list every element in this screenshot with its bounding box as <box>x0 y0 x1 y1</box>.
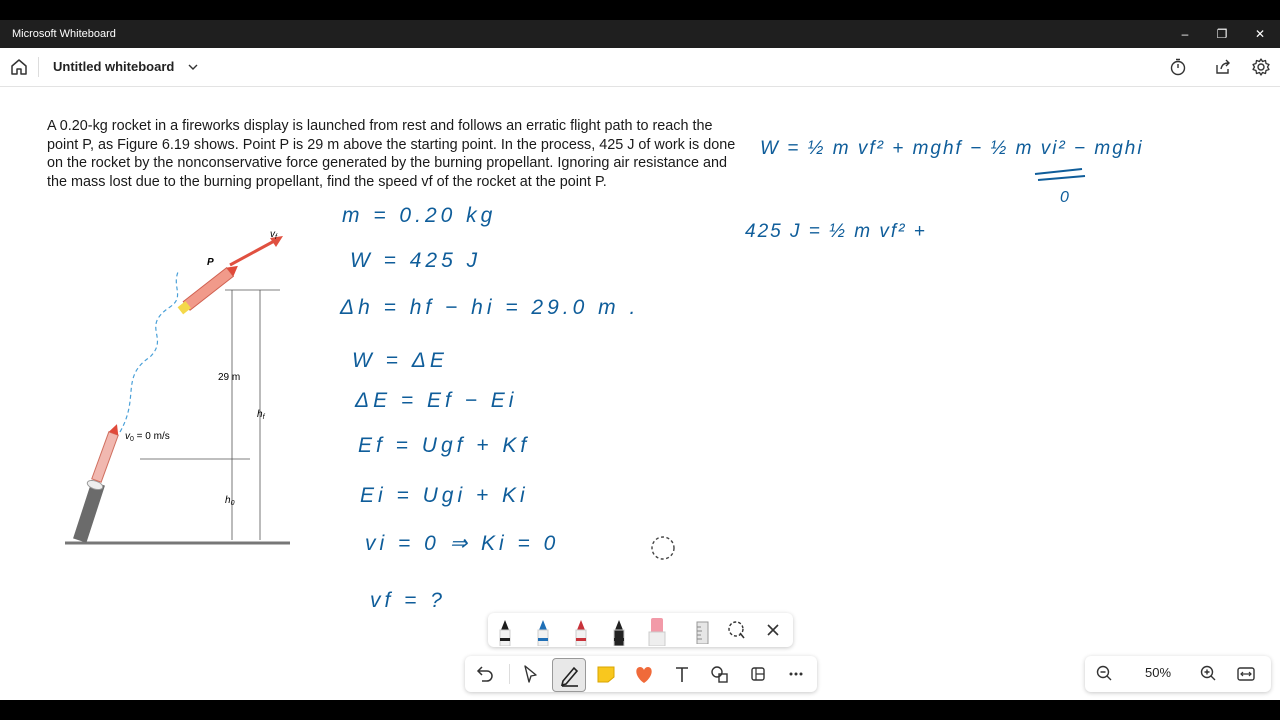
title-bar <box>0 20 1280 48</box>
inking-tool-button[interactable] <box>552 658 586 692</box>
zoom-control <box>1085 656 1271 692</box>
pen-highlighter[interactable] <box>643 614 671 646</box>
minimize-button[interactable]: – <box>1181 27 1189 41</box>
app-bar <box>0 48 1280 87</box>
pen-blue[interactable] <box>529 614 557 646</box>
zoom-out-icon[interactable] <box>1090 660 1118 688</box>
home-icon[interactable] <box>9 57 29 82</box>
handwriting-layer[interactable] <box>330 102 1230 622</box>
vf-label: $v_f$ <box>270 229 277 241</box>
hf-label: $h_f$ <box>257 409 265 421</box>
ruler-icon[interactable] <box>688 616 716 644</box>
divider <box>38 57 39 77</box>
rocket-figure[interactable] <box>60 227 300 552</box>
text-tool-icon[interactable] <box>668 660 696 688</box>
timer-icon[interactable] <box>1168 57 1188 82</box>
close-tray-icon[interactable] <box>759 616 787 644</box>
create-toolbar <box>465 656 817 692</box>
document-title[interactable]: Untitled whiteboard <box>53 59 175 74</box>
29m-label: 29 m <box>218 372 241 383</box>
launch-tube <box>73 479 105 543</box>
more-options-icon[interactable] <box>782 660 810 688</box>
share-icon[interactable] <box>1213 57 1233 82</box>
problem-text[interactable]: A 0.20-kg rocket in a fireworks display is launched from rest and follows an erratic flight path to reach the point P, as Figure 6.19 shows. Point P is 29 m above the starting point. In the process, 425 J of work is done on the rocket by the nonconservative force generated by the burning propellant. Ignoring air resistance and the mass lost due to the burning propellant, find the speed vf of the rocket at the point P. <box>47 118 736 190</box>
pen-tray <box>488 613 793 647</box>
zoom-level[interactable]: 50% <box>1144 665 1172 680</box>
templates-icon[interactable] <box>744 660 772 688</box>
screen-bottom-bar <box>0 700 1280 720</box>
chevron-down-icon[interactable] <box>186 60 200 79</box>
handwritten-line: Ef = Ugf + Kf <box>358 434 531 457</box>
v0-label: $v_0 = 0$ m/s <box>125 431 170 443</box>
settings-icon[interactable] <box>1251 57 1271 82</box>
h0-label: $h_0$ <box>225 495 235 507</box>
handwritten-line: Ei = Ugi + Ki <box>360 484 529 507</box>
flight-path <box>120 272 178 432</box>
shapes-icon[interactable] <box>706 660 734 688</box>
velocity-arrow <box>230 239 278 265</box>
zoom-in-icon[interactable] <box>1194 660 1222 688</box>
lasso-cursor <box>652 537 674 559</box>
handwritten-line: 425 J = ½ m vf² + <box>745 221 927 242</box>
handwritten-line: 0 <box>1060 189 1073 206</box>
restore-button[interactable]: ❐ <box>1216 27 1228 41</box>
handwritten-line: W = ½ m vf² + mghf − ½ m vi² − mghi <box>760 138 1144 159</box>
close-button[interactable]: ✕ <box>1254 27 1266 41</box>
pen-red[interactable] <box>567 614 595 646</box>
pen-icon <box>553 659 585 691</box>
point-p-label: P <box>207 257 214 268</box>
pen-black[interactable] <box>491 614 519 646</box>
sticky-note-icon[interactable] <box>592 660 620 688</box>
fit-to-screen-icon[interactable] <box>1232 660 1260 688</box>
undo-icon[interactable] <box>470 660 498 688</box>
reactions-heart-icon[interactable] <box>630 660 658 688</box>
handwritten-line: m = 0.20 kg <box>342 204 497 227</box>
handwritten-line: vf = ? <box>370 589 446 612</box>
pen-black-marker[interactable] <box>605 614 633 646</box>
rocket-start <box>92 422 122 482</box>
handwritten-line: Δh = hf − hi = 29.0 m . <box>340 296 640 319</box>
app-title: Microsoft Whiteboard <box>12 28 116 40</box>
lasso-select-icon[interactable] <box>722 616 750 644</box>
handwritten-line: W = 425 J <box>350 249 482 272</box>
handwritten-line: W = ΔE <box>352 349 448 372</box>
handwritten-line: vi = 0 ⇒ Ki = 0 <box>365 532 560 555</box>
handwritten-line: ΔE = Ef − Ei <box>355 389 518 412</box>
select-pointer-icon[interactable] <box>516 660 544 688</box>
whiteboard-canvas[interactable] <box>0 87 1280 700</box>
divider <box>509 664 510 684</box>
